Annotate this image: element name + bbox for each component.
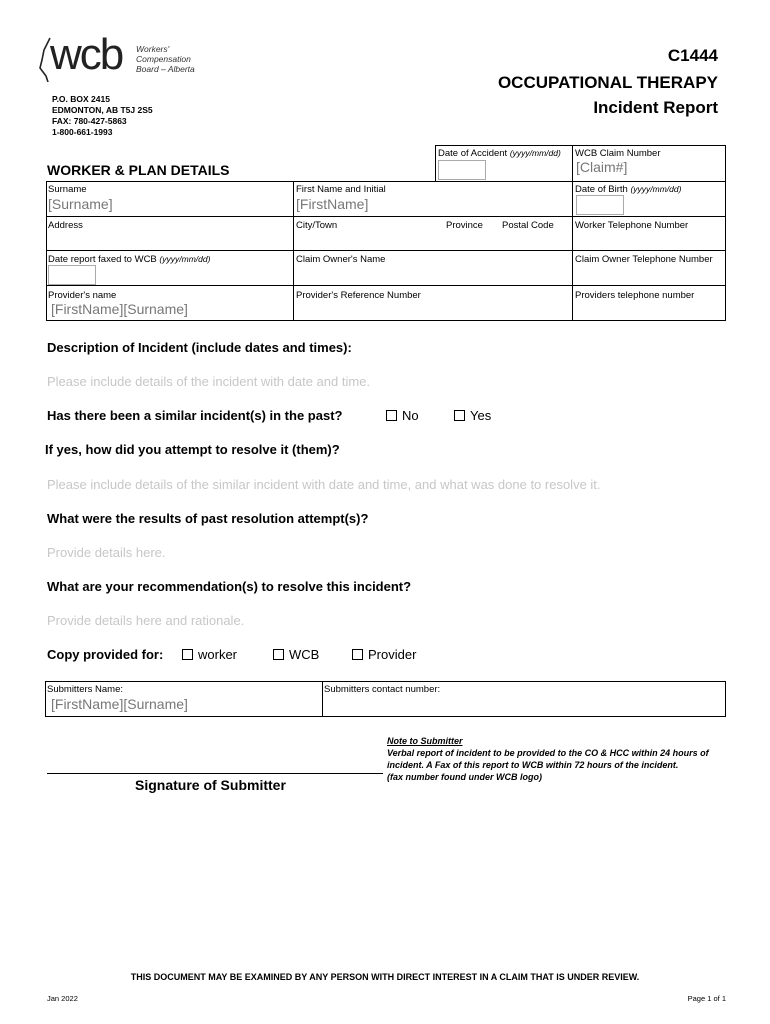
- submitter-name-label: Submitters Name:: [47, 684, 124, 695]
- claim-number-label: WCB Claim Number: [575, 148, 661, 159]
- question-similar-incident: Has there been a similar incident(s) in the past?: [47, 408, 343, 423]
- surname-label: Surname: [48, 184, 87, 195]
- submitter-name-field[interactable]: [FirstName][Surname]: [51, 696, 188, 712]
- wcb-address: P.O. BOX 2415 EDMONTON, AB T5J 2S5 FAX: 780-427-5863 1-800-661-1993: [52, 94, 153, 137]
- date-of-accident-label: Date of Accident (yyyy/mm/dd): [438, 148, 561, 159]
- checkbox-icon: [386, 410, 397, 421]
- question-recommendations: What are your recommendation(s) to resolve this incident?: [47, 579, 412, 594]
- provider-name-label: Provider's name: [48, 290, 117, 301]
- footer-page-number: Page 1 of 1: [687, 994, 726, 1003]
- provider-name-field[interactable]: [FirstName][Surname]: [51, 301, 188, 317]
- question-past-results: What were the results of past resolution attempt(s)?: [47, 511, 369, 526]
- dob-field[interactable]: [576, 195, 624, 215]
- city-label: City/Town: [296, 220, 338, 231]
- note-body: Verbal report of incident to be provided to the CO & HCC within 24 hours of incident. A Fax of this report to WCB within 72 hours of the incident.: [387, 748, 709, 770]
- checkbox-icon: [273, 649, 284, 660]
- question-resolve-attempt: If yes, how did you attempt to resolve it (them)?: [45, 442, 340, 457]
- signature-line[interactable]: [47, 773, 383, 774]
- date-of-accident-field[interactable]: [438, 160, 486, 180]
- checkbox-icon: [352, 649, 363, 660]
- first-name-label: First Name and Initial: [296, 184, 386, 195]
- surname-field[interactable]: [Surname]: [48, 196, 113, 212]
- copy-provider-checkbox[interactable]: Provider: [352, 647, 416, 662]
- note-to-submitter: [387, 735, 732, 783]
- section-title-worker-plan: WORKER & PLAN DETAILS: [47, 162, 230, 178]
- date-faxed-label: Date report faxed to WCB (yyyy/mm/dd): [48, 254, 211, 265]
- dob-label: Date of Birth (yyyy/mm/dd): [575, 184, 682, 195]
- claim-owner-phone-label: Claim Owner Telephone Number: [575, 254, 713, 265]
- worker-phone-label: Worker Telephone Number: [575, 220, 689, 231]
- description-input[interactable]: Please include details of the incident with date and time.: [47, 374, 371, 389]
- province-label: Province: [446, 220, 483, 231]
- copy-worker-checkbox[interactable]: worker: [182, 647, 237, 662]
- wcb-logo: [36, 30, 206, 82]
- similar-no-checkbox[interactable]: No: [386, 408, 419, 423]
- signature-label: Signature of Submitter: [135, 777, 286, 793]
- provider-ref-label: Provider's Reference Number: [296, 290, 421, 301]
- recommendations-input[interactable]: Provide details here and rationale.: [47, 613, 245, 628]
- checkbox-icon: [454, 410, 465, 421]
- provider-phone-label: Providers telephone number: [575, 290, 695, 301]
- resolve-attempt-input[interactable]: Please include details of the similar incident with date and time, and what was done to resolve it.: [47, 477, 601, 492]
- logo-tagline: Workers' Compensation Board – Alberta: [136, 44, 195, 74]
- footer-date: Jan 2022: [47, 994, 78, 1003]
- footer-disclaimer: THIS DOCUMENT MAY BE EXAMINED BY ANY PERSON WITH DIRECT INTEREST IN A CLAIM THAT IS UNDER REVIEW.: [130, 972, 640, 982]
- claim-number-field[interactable]: [Claim#]: [576, 159, 628, 175]
- form-title: OCCUPATIONAL THERAPY: [497, 73, 718, 92]
- copy-provided-label: Copy provided for:: [47, 647, 164, 662]
- first-name-field[interactable]: [FirstName]: [296, 196, 369, 212]
- note-title: Note to Submitter: [387, 736, 463, 746]
- address-label: Address: [48, 220, 83, 231]
- date-faxed-field[interactable]: [48, 265, 96, 285]
- past-results-input[interactable]: Provide details here.: [47, 545, 166, 560]
- similar-yes-checkbox[interactable]: Yes: [454, 408, 491, 423]
- question-description: Description of Incident (include dates and times):: [47, 340, 352, 355]
- note-fax-hint: (fax number found under WCB logo): [387, 772, 542, 782]
- claim-owner-label: Claim Owner's Name: [296, 254, 386, 265]
- copy-wcb-checkbox[interactable]: WCB: [273, 647, 319, 662]
- postal-code-label: Postal Code: [502, 220, 554, 231]
- logo-wordmark: wcb: [50, 30, 123, 79]
- form-code: C1444: [667, 46, 718, 65]
- submitter-contact-label: Submitters contact number:: [324, 684, 441, 695]
- form-subtitle: Incident Report: [593, 98, 718, 117]
- checkbox-icon: [182, 649, 193, 660]
